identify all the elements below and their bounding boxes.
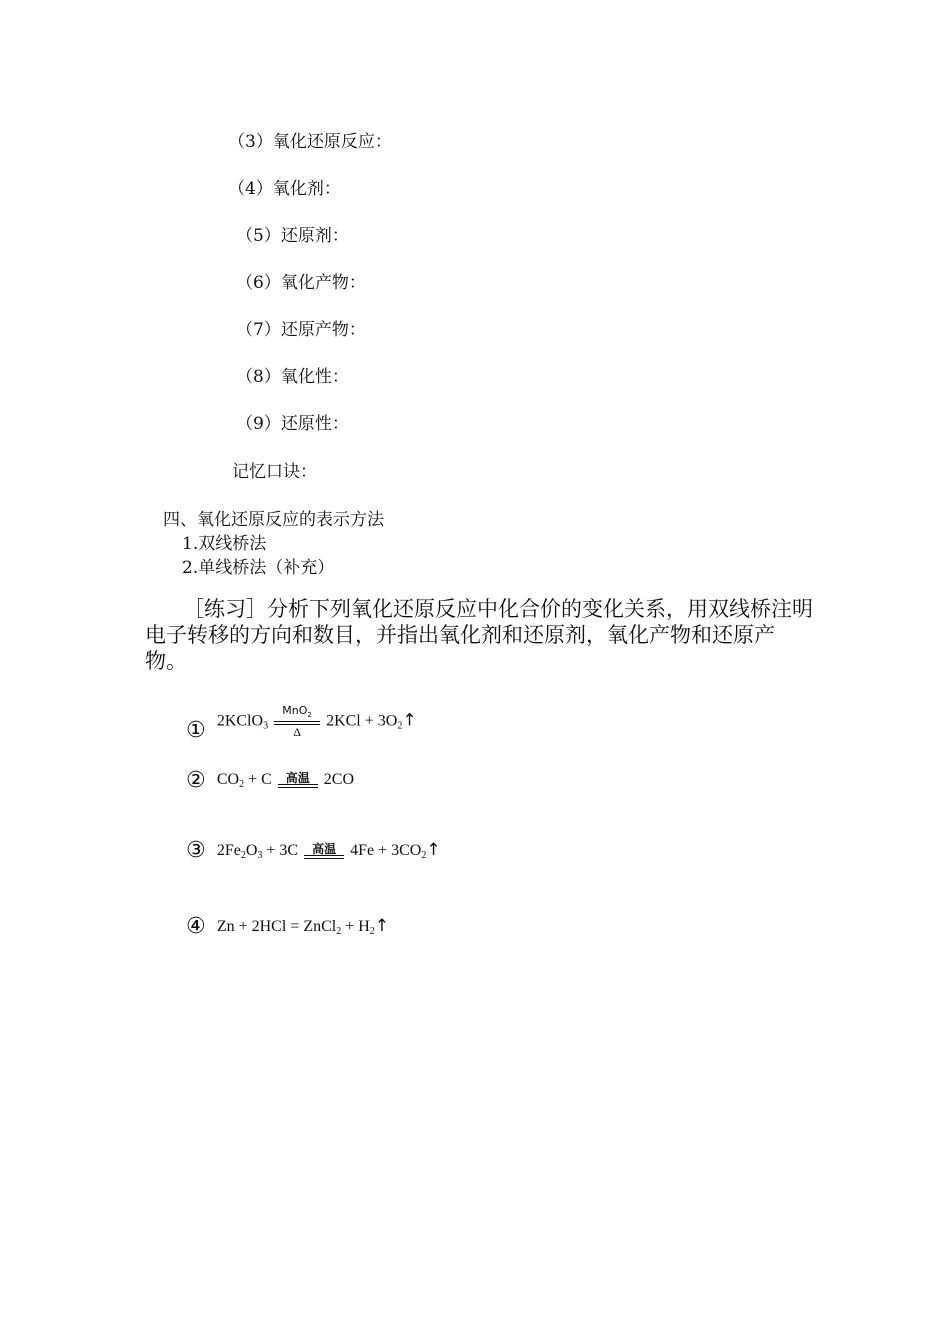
equation-number: ① <box>186 718 206 743</box>
gas-arrow-icon: ↑ <box>374 916 390 936</box>
definition-oxidizing-property: （8）氧化性： <box>236 367 349 387</box>
exercise-paragraph: ［练习］分析下列氧化还原反应中化合价的变化关系，用双线桥注明电子转移的方向和数目，并指出氧化剂和还原剂，氧化产物和还原产物。 <box>145 597 813 673</box>
definition-oxidation-product: （6）氧化产物： <box>236 273 366 293</box>
definition-oxidizing-agent: （4）氧化剂： <box>228 179 341 199</box>
definition-reducing-agent: （5）还原剂： <box>236 226 349 246</box>
gas-arrow-icon: ↑ <box>402 710 417 731</box>
section-item-single-bridge: 2.单线桥法（补充） <box>182 558 335 578</box>
memory-mnemonic: 记忆口诀： <box>232 462 317 482</box>
equation-formula: 2KClO$_3$ MnO$_2$ Δ $2KCl + 3O_2↑$ <box>216 703 417 739</box>
equation-3 <box>186 838 441 863</box>
definition-reducing-property: （9）还原性： <box>236 414 349 434</box>
equation-number: ③ <box>186 838 206 863</box>
definition-redox-reaction: （3）氧化还原反应： <box>228 132 392 152</box>
definition-reduction-product: （7）还原产物： <box>236 320 366 340</box>
section-heading: 四、氧化还原反应的表示方法 <box>163 510 384 530</box>
equation-formula: Zn + 2HCl = ZnCl$_2$ + $H_2↑$ <box>216 916 390 937</box>
reaction-condition: MnO$_2$ Δ <box>274 705 320 739</box>
equation-number: ④ <box>186 914 206 939</box>
equation-number: ② <box>186 768 206 793</box>
section-item-double-bridge: 1.双线桥法 <box>182 534 267 554</box>
equation-4 <box>186 914 389 939</box>
equation-formula: $2Fe_2O_3 + 3C$ 高温 $4Fe + 3CO_2↑$ <box>216 840 441 861</box>
gas-arrow-icon: ↑ <box>426 840 441 860</box>
equation-formula: $CO_2 + C$ 高温 2CO <box>216 771 354 790</box>
reaction-condition: 高温 <box>278 772 318 788</box>
reaction-condition: 高温 <box>304 843 344 859</box>
equation-1 <box>186 700 417 743</box>
equation-2 <box>186 768 354 793</box>
